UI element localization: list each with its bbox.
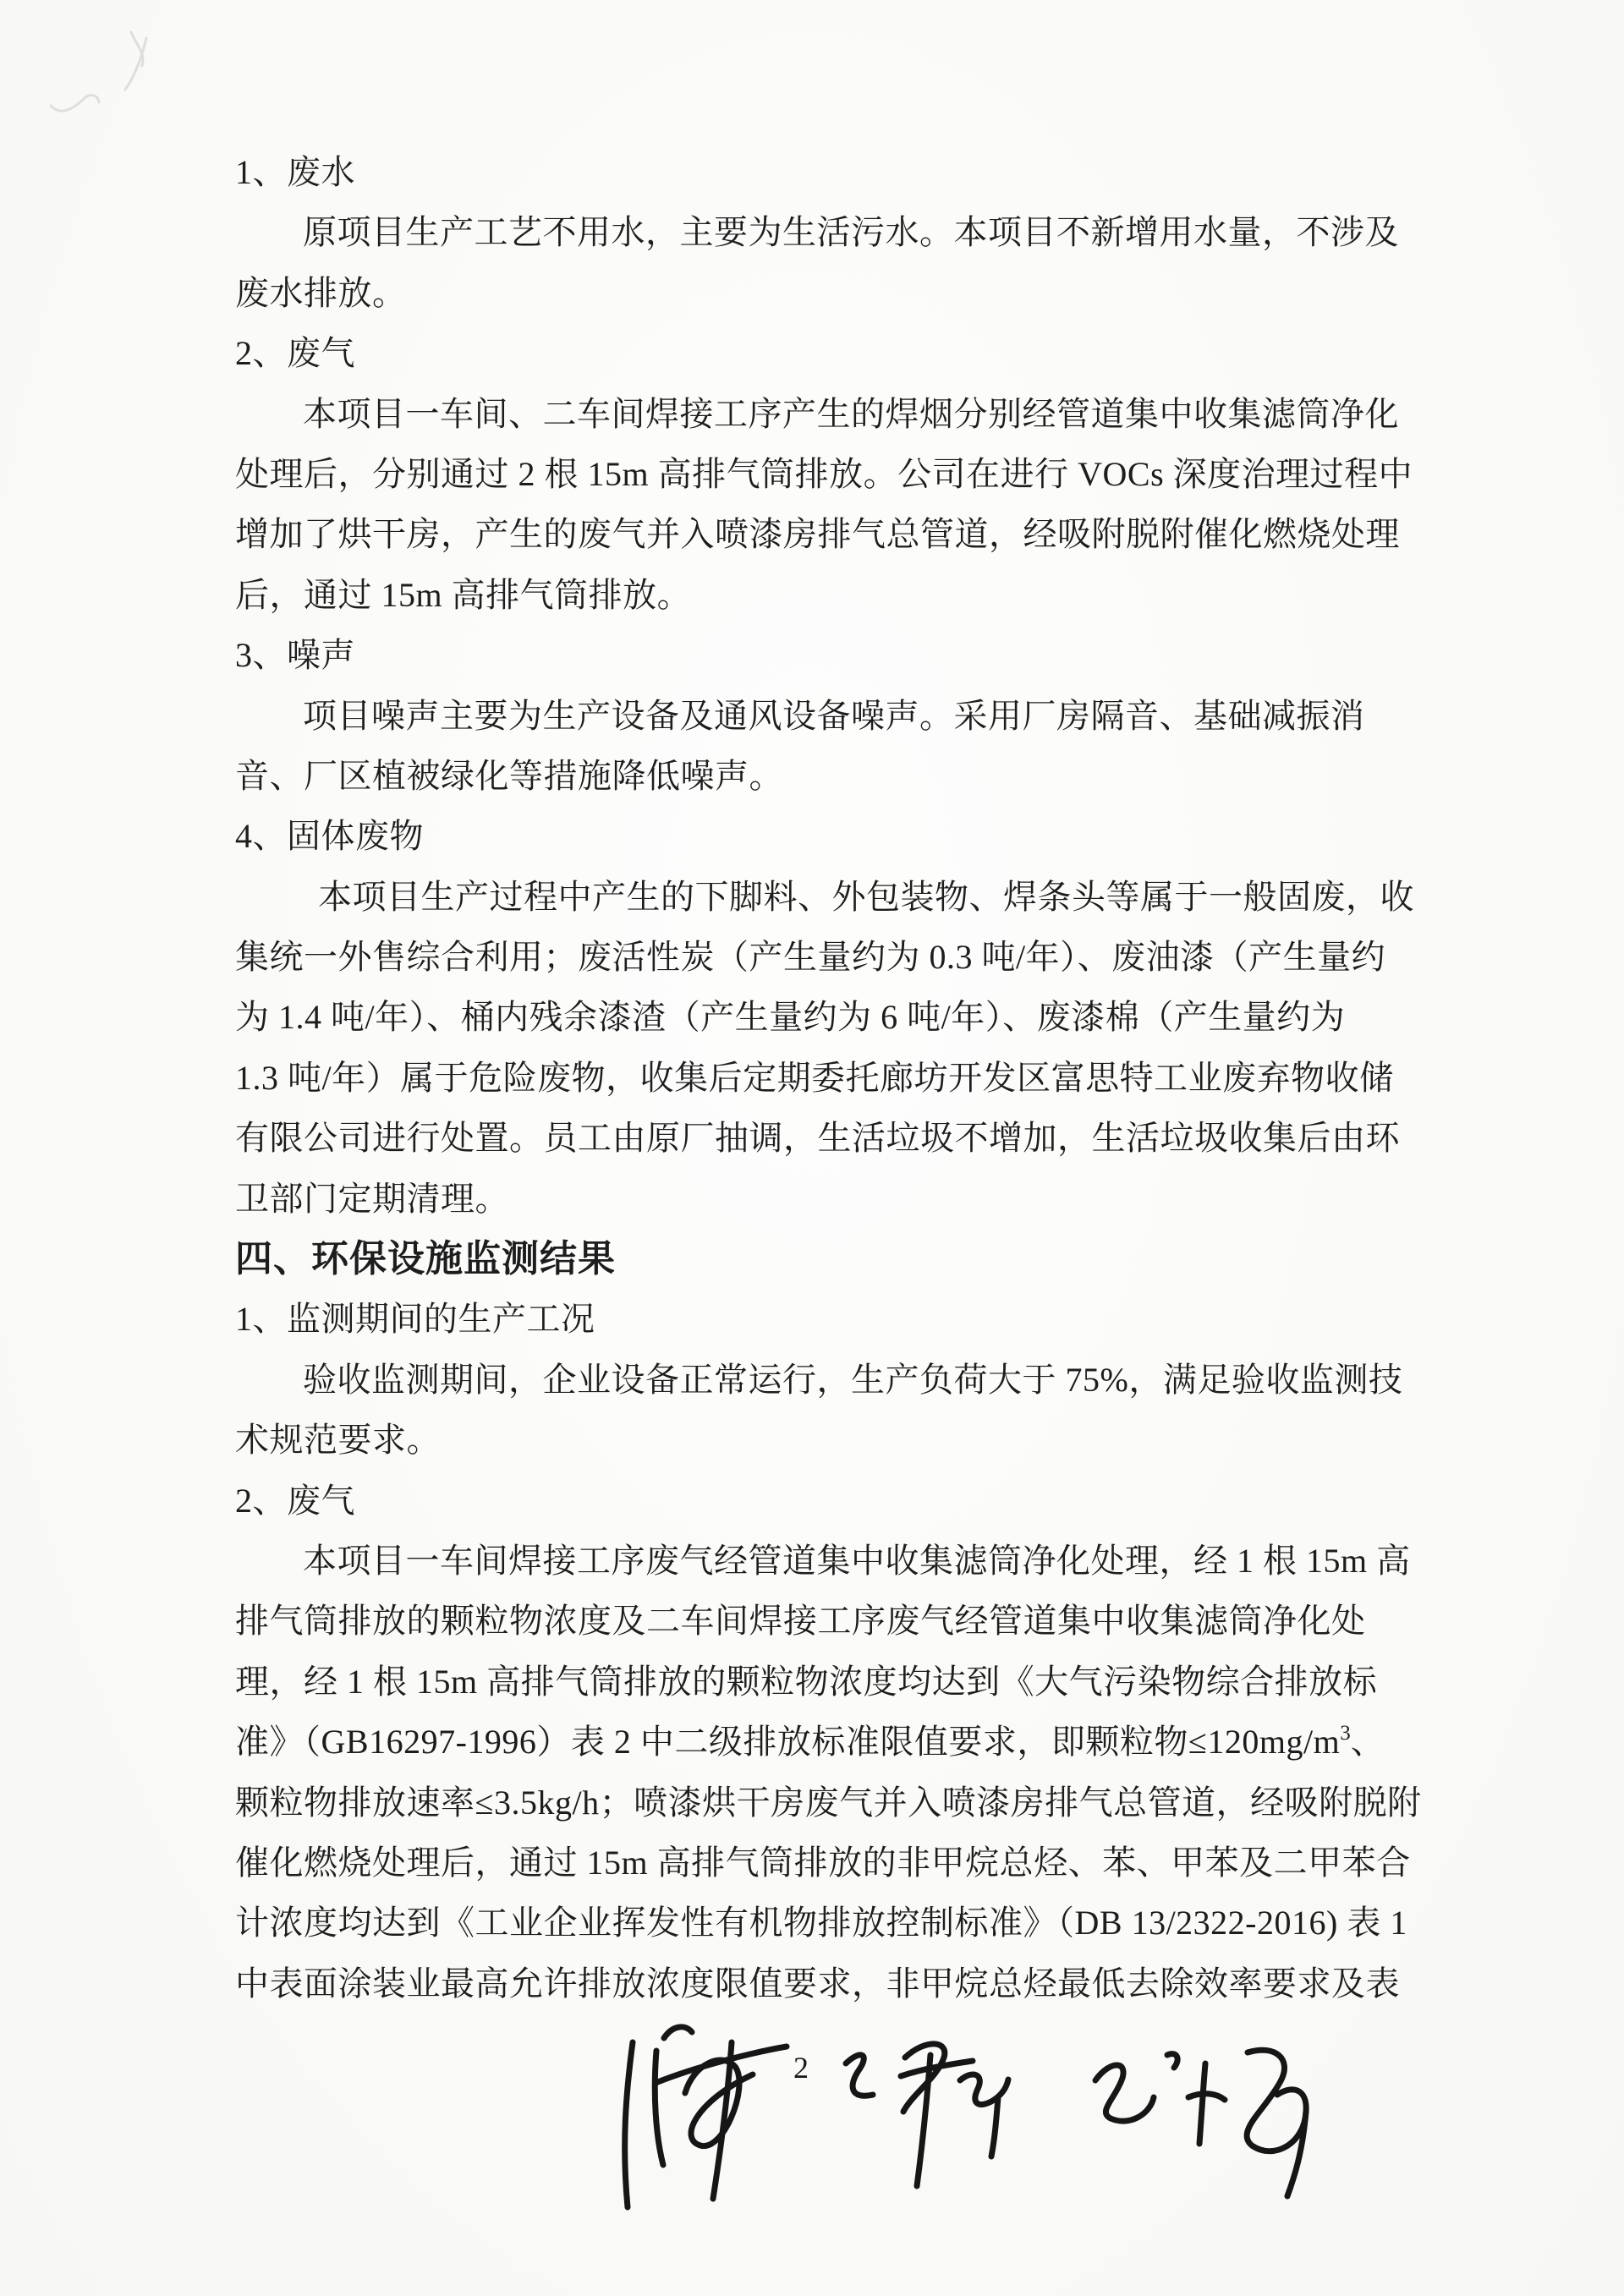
text-line: 原项目生产工艺不用水，主要为生活污水。本项目不新增用水量，不涉及 — [303, 213, 1399, 252]
section-heading: 四、环保设施监测结果 — [235, 1238, 616, 1280]
superscript: 3 — [1340, 1722, 1351, 1745]
text-line: 音、厂区植被绿化等措施降低噪声。 — [235, 756, 783, 795]
text-segment: 、 — [1350, 1723, 1385, 1762]
text-line: 本项目一车间、二车间焊接工序产生的焊烟分别经管道集中收集滤筒净化 — [303, 394, 1399, 433]
text-line: 集统一外售综合利用；废活性炭（产生量约为 0.3 吨/年）、废油漆（产生量约 — [235, 938, 1386, 977]
text-line: 中表面涂装业最高允许排放浓度限值要求，非甲烷总烃最低去除效率要求及表 — [235, 1964, 1400, 2003]
text-line: 计浓度均达到《工业企业挥发性有机物排放控制标准》（DB 13/2322-2016) 表 1 — [235, 1904, 1407, 1943]
list-label: 1、废水 — [235, 153, 355, 191]
text-line: 项目噪声主要为生产设备及通风设备噪声。采用厂房隔音、基础减振消 — [303, 696, 1365, 735]
text-line: 理，经 1 根 15m 高排气筒排放的颗粒物浓度均达到《大气污染物综合排放标 — [235, 1662, 1378, 1701]
list-label: 1、监测期间的生产工况 — [235, 1300, 595, 1339]
pencil-mark — [34, 17, 220, 144]
text-line: 废水排放。 — [235, 273, 407, 312]
text-line — [235, 1712, 1411, 1772]
text-line: 验收监测期间，企业设备正常运行，生产负荷大于 75%，满足验收监测技 — [303, 1360, 1403, 1399]
text-line: 卫部门定期清理。 — [235, 1179, 509, 1218]
document-body — [235, 142, 1422, 2014]
list-label: 2、废气 — [235, 1481, 355, 1520]
list-label: 4、固体废物 — [235, 817, 424, 856]
text-line: 颗粒物排放速率≤3.5kg/h；喷漆烘干房废气并入喷漆房排气总管道，经吸附脱附 — [235, 1783, 1422, 1822]
text-line: 为 1.4 吨/年）、桶内残余漆渣（产生量约为 6 吨/年）、废漆棉（产生量约为 — [235, 998, 1346, 1037]
signature-annotation: 2 — [793, 2051, 809, 2085]
text-line: 排气筒排放的颗粒物浓度及二车间焊接工序废气经管道集中收集滤筒净化处 — [235, 1602, 1366, 1641]
text-segment: 准》（GB16297-1996）表 2 中二级排放标准限值要求，即颗粒物≤120mg/m — [235, 1723, 1341, 1762]
text-line: 处理后，分别通过 2 根 15m 高排气筒排放。公司在进行 VOCs 深度治理过程中 — [235, 454, 1413, 493]
list-label: 3、噪声 — [235, 636, 355, 675]
text-line: 催化燃烧处理后，通过 15m 高排气筒排放的非甲烷总烃、苯、甲苯及二甲苯合 — [235, 1843, 1411, 1882]
text-line: 有限公司进行处置。员工由原厂抽调，生活垃圾不增加，生活垃圾收集后由环 — [235, 1119, 1400, 1158]
text-line: 后，通过 15m 高排气筒排放。 — [235, 575, 692, 614]
text-line: 本项目一车间焊接工序废气经管道集中收集滤筒净化处理，经 1 根 15m 高 — [303, 1541, 1411, 1580]
text-line: 术规范要求。 — [235, 1421, 441, 1460]
list-label: 2、废气 — [235, 334, 355, 373]
text-line: 1.3 吨/年）属于危险废物，收集后定期委托廊坊开发区富思特工业废弃物收储 — [235, 1058, 1394, 1097]
signature-ink — [575, 2017, 1320, 2228]
text-line: 本项目生产过程中产生的下脚料、外包装物、焊条头等属于一般固废，收 — [318, 877, 1414, 916]
text-line: 增加了烘干房，产生的废气并入喷漆房排气总管道，经吸附脱附催化燃烧处理 — [235, 515, 1400, 554]
